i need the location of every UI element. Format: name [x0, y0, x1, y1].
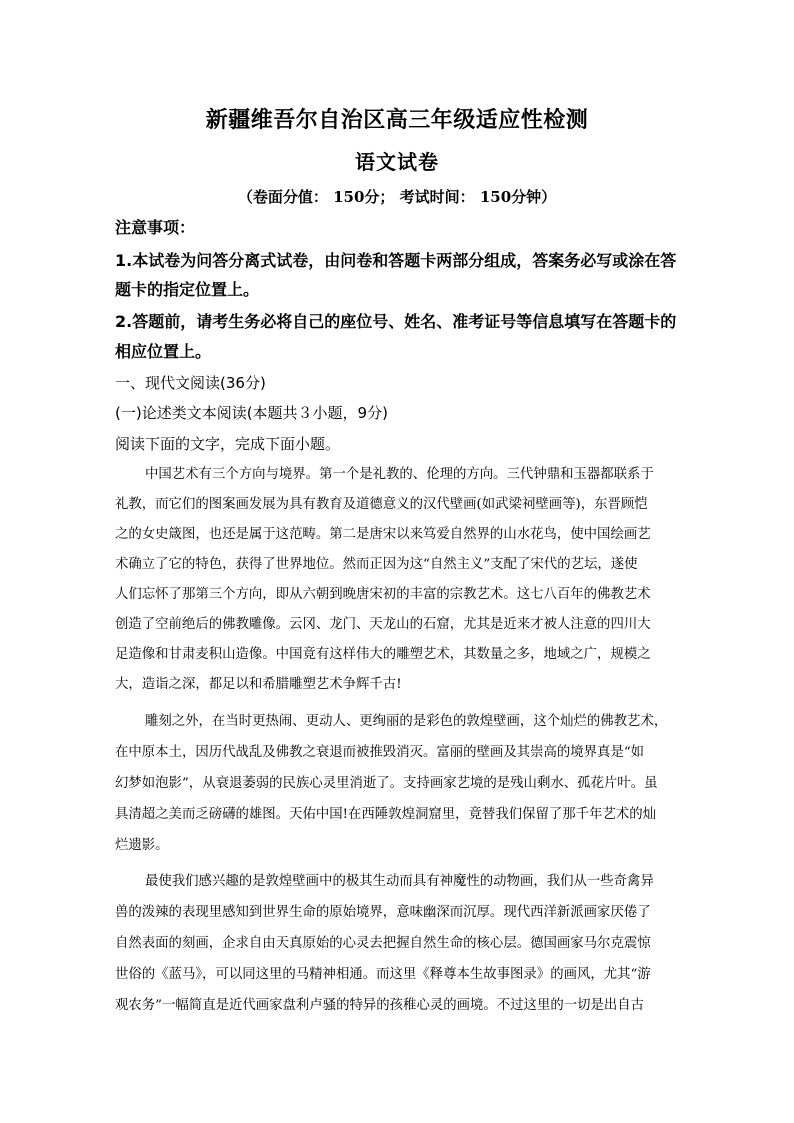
- passage-line: 观农务”一幅简直是近代画家盘利卢骚的特异的孩稚心灵的画境。不过这里的一切是出自古: [115, 998, 645, 1013]
- passage-line: 大，造诣之深，都足以和希腊雕塑艺术争辉千古!: [115, 677, 402, 692]
- passage-line: 人们忘怀了那第三个方向，即从六朝到晚唐宋初的丰富的宗教艺术。这七八百年的佛教艺术: [115, 587, 651, 602]
- passage-line: 具清超之美而乏磅礴的雄图。天佑中国!在西陲敦煌洞窟里，竟替我们保留了那千年艺术的灿: [115, 807, 657, 822]
- passage-line: 兽的泼辣的表现里感知到世界生命的原始境界，意味幽深而沉厚。现代西洋新派画家厌倦了: [115, 905, 651, 920]
- passage-line: 最使我们感兴趣的是敦煌壁画中的极其生动而具有神魔性的动物画，我们从一些奇禽异: [145, 874, 654, 889]
- notice-item-2-line-1: 2.答题前，请考生务必将自己的座位号、姓名、准考证号等信息填写在答题卡的: [115, 312, 677, 331]
- passage-line: 中国艺术有三个方向与境界。第一个是礼教的、伦理的方向。三代钟鼎和玉器都联系于: [145, 467, 654, 482]
- notice-item-2-line-2: 相应位置上。: [115, 342, 212, 361]
- passage-line: 自然表面的刻画，企求自由天真原始的心灵去把握自然生命的核心层。德国画家马尔克震惊: [115, 936, 651, 951]
- passage-line: 烂遗影。: [115, 838, 169, 853]
- exam-info: （卷面分值： 150分； 考试时间： 150分钟）: [237, 188, 557, 206]
- passage-line: 世俗的《蓝马》，可以同这里的马精神相通。而这里《释尊本生故事图录》的画风，尤其“游: [115, 967, 651, 982]
- passage-line: 术确立了它的特色，获得了世界地位。然而正因为这“自然主义”支配了宋代的艺坛，遂使: [115, 557, 638, 572]
- passage-line: 雕刻之外，在当时更热闹、更动人、更绚丽的是彩色的敦煌壁画，这个灿烂的佛教艺术，: [145, 714, 668, 729]
- passage-line: 足造像和甘肃麦积山造像。中国竟有这样伟大的雕塑艺术，其数量之多，地域之广，规模之: [115, 647, 651, 662]
- reading-instruction: 阅读下面的文字，完成下面小题。: [115, 435, 341, 453]
- exam-subtitle: 语文试卷: [355, 150, 439, 174]
- notice-item-1-line-2: 题卡的指定位置上。: [115, 280, 260, 299]
- section-sub-heading: (一)论述类文本阅读(本题共３小题，9分): [115, 404, 388, 422]
- notice-heading: 注意事项：: [115, 218, 196, 237]
- passage-line: 幻梦如泡影”，从衰退萎弱的民族心灵里消逝了。支持画家艺境的是残山剩水、孤花片叶。虽: [115, 776, 658, 791]
- passage-line: 礼教，而它们的图案画发展为具有教育及道德意义的汉代壁画(如武梁祠壁画等)，东晋顾恺: [115, 497, 648, 512]
- exam-title: 新疆维吾尔自治区高三年级适应性检测: [205, 107, 589, 133]
- section-heading: 一、现代文阅读(36分): [115, 374, 266, 392]
- passage-line: 创造了空前绝后的佛教雕像。云冈、龙门、天龙山的石窟，尤其是近来才被人注意的四川大: [115, 617, 651, 632]
- passage-line: 在中原本土，因历代战乱及佛教之衰退而被推毁消灭。富丽的壁画及其崇高的境界真是“如: [115, 745, 645, 760]
- passage-line: 之的女史箴图，也还是属于这范畴。第二是唐宋以来笃爱自然界的山水花鸟，使中国绘画艺: [115, 527, 651, 542]
- notice-item-1-line-1: 1.本试卷为问答分离式试卷，由问卷和答题卡两部分组成，答案务必写或涂在答: [115, 251, 677, 270]
